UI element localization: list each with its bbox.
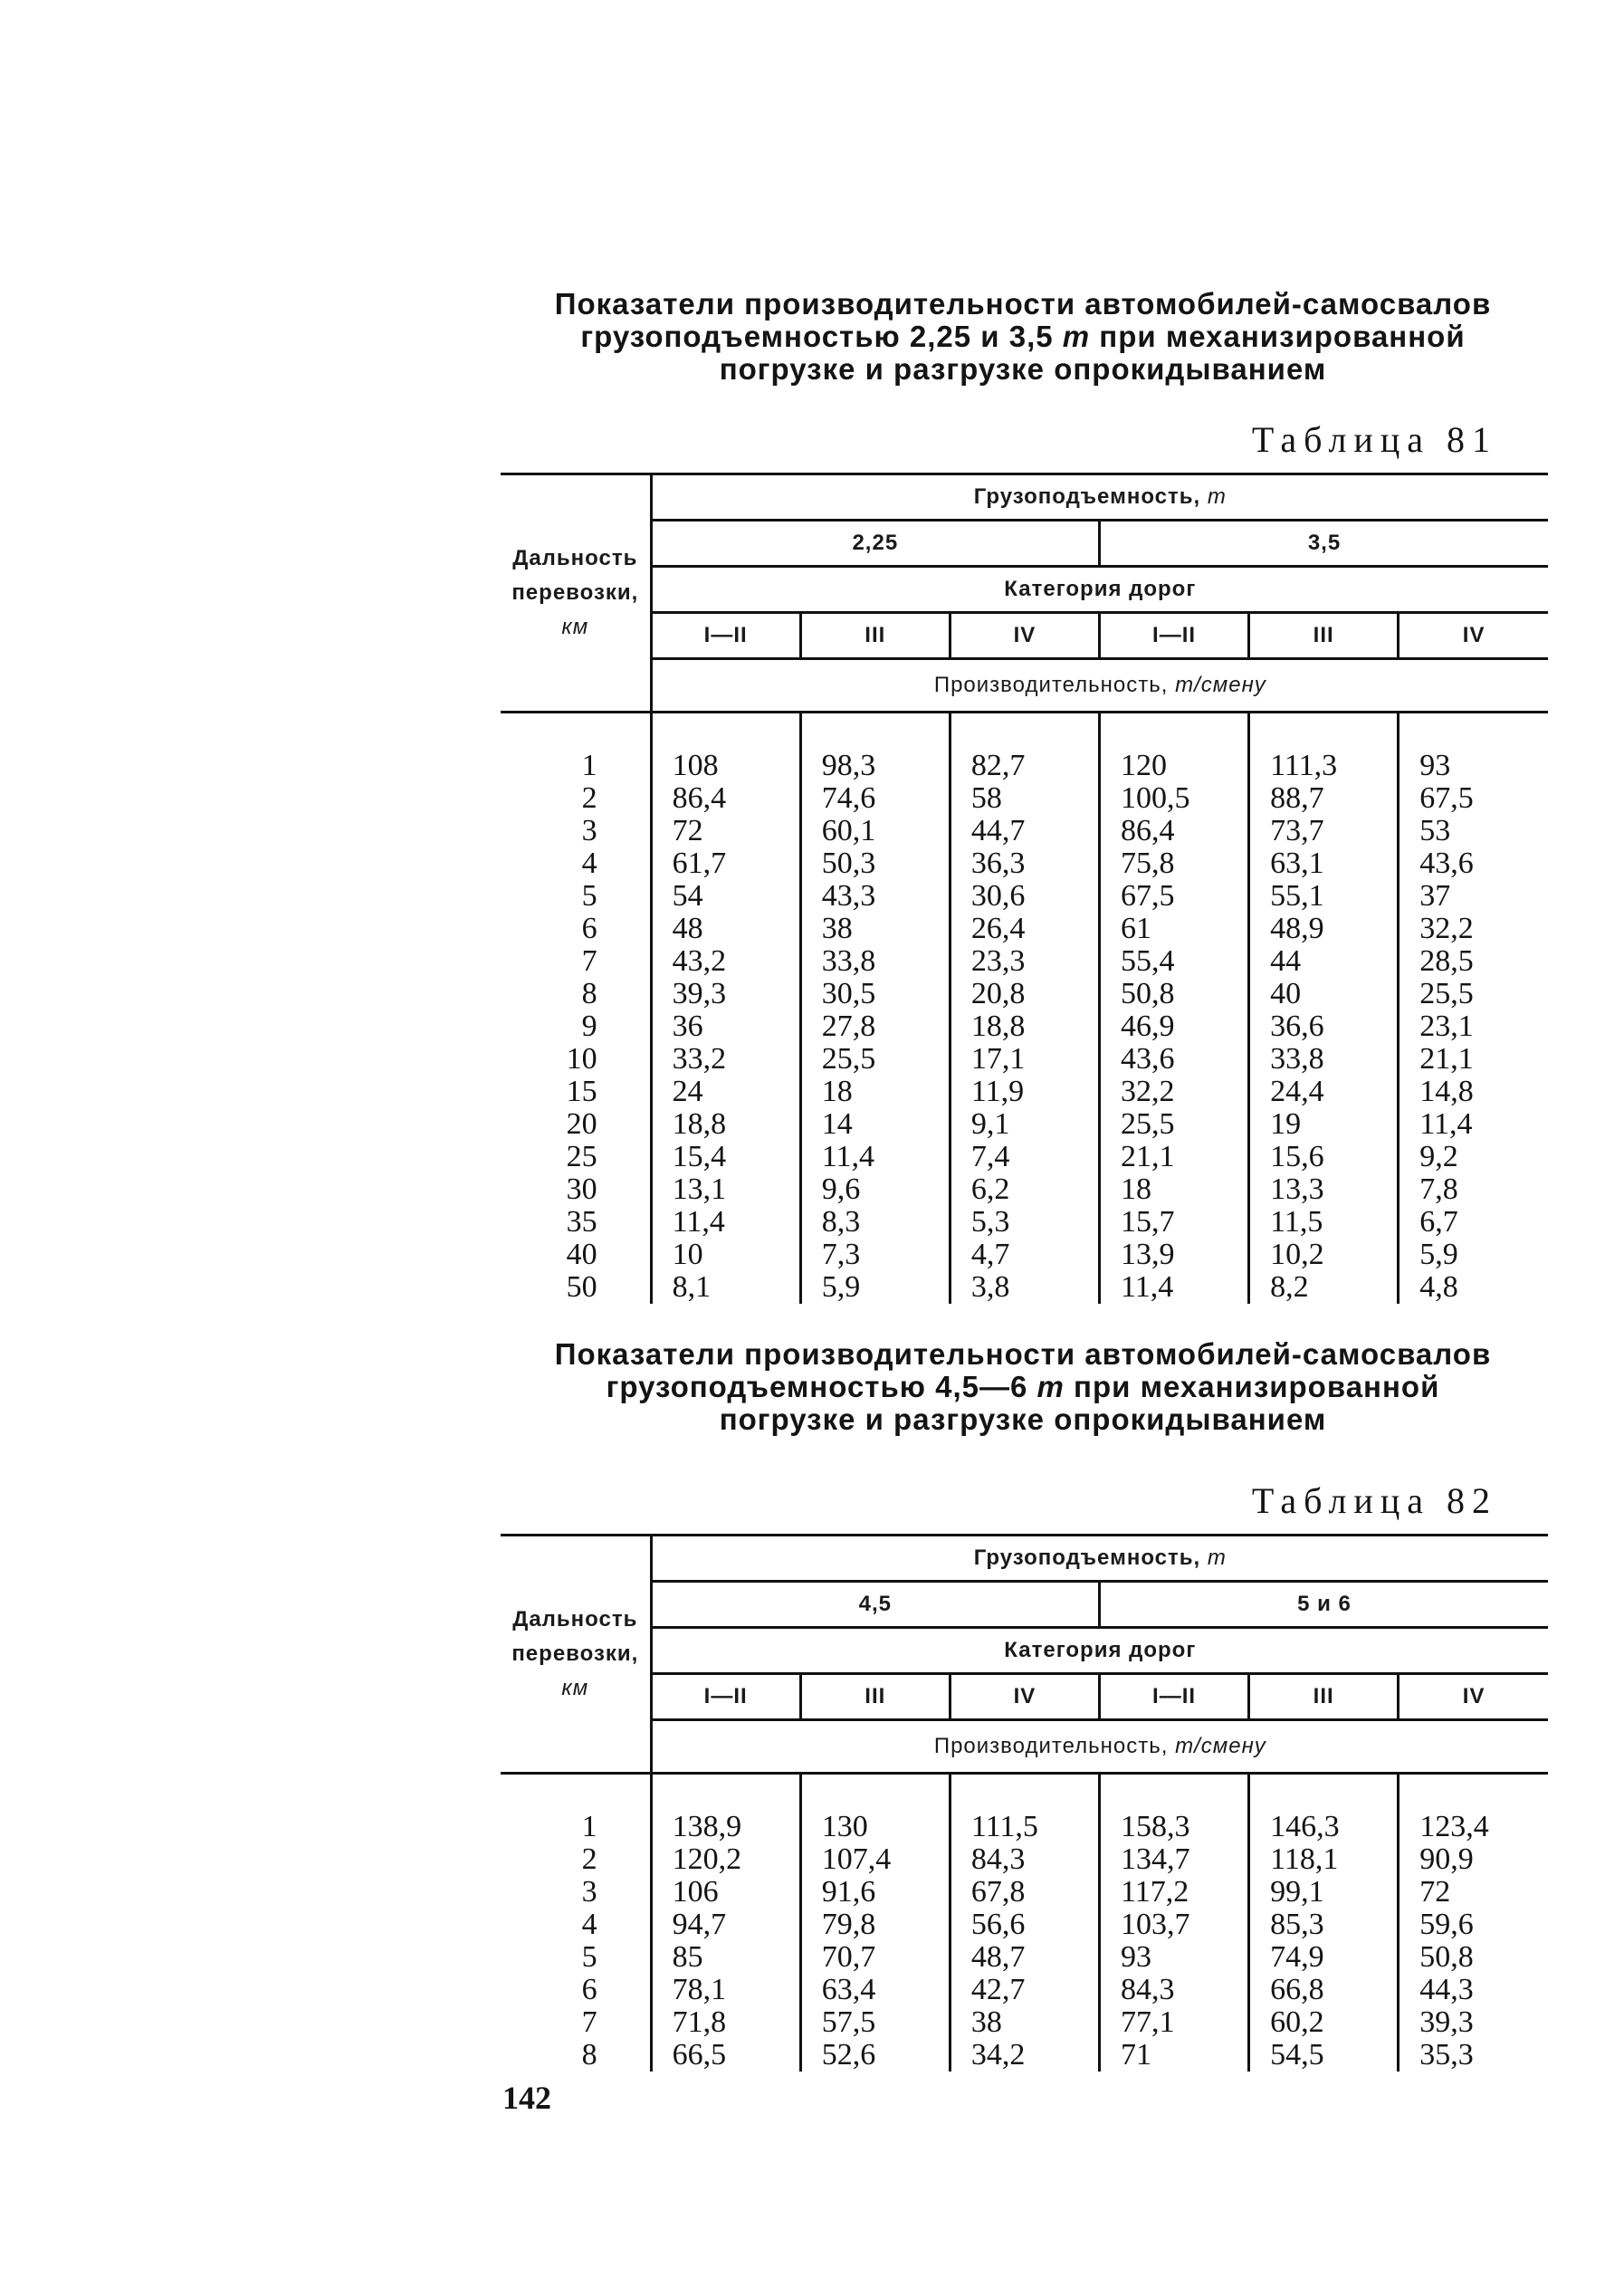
productivity-cell: 120,2 [651, 1843, 800, 1876]
distance-cell: 4 [581, 847, 597, 880]
productivity-cell: 72 [651, 815, 800, 847]
productivity-cell: 138,9 [651, 1774, 800, 1844]
distance-header-line: Дальность [512, 546, 638, 570]
caption-text: при механизированной [1074, 1370, 1440, 1403]
productivity-cell: 72 [1399, 1876, 1548, 1909]
table-81-caption [507, 288, 1539, 386]
productivity-cell: 82,7 [950, 713, 1099, 783]
productivity-cell: 34,2 [950, 2039, 1099, 2072]
distance-cell: 20 [566, 1107, 597, 1141]
table-row [501, 945, 1548, 978]
distance-cell: 25 [566, 1140, 597, 1173]
productivity-cell: 15,4 [651, 1141, 800, 1173]
road-category-5: III [1249, 613, 1399, 659]
distance-cell: 8 [581, 977, 597, 1010]
productivity-cell: 21,1 [1399, 1043, 1548, 1076]
productivity-cell: 36,6 [1249, 1010, 1399, 1043]
productivity-cell: 18,8 [950, 1010, 1099, 1043]
productivity-cell: 8,2 [1249, 1271, 1399, 1304]
distance-cell: 7 [581, 2005, 597, 2039]
caption-line [507, 1371, 1539, 1403]
productivity-cell: 39,3 [651, 978, 800, 1010]
table-row [501, 815, 1548, 847]
productivity-cell: 25,5 [1399, 978, 1548, 1010]
productivity-header [651, 1720, 1548, 1774]
productivity-cell: 94,7 [651, 1909, 800, 1941]
distance-cell: 1 [581, 749, 597, 782]
productivity-cell: 25,5 [800, 1043, 950, 1076]
table-82 [501, 1534, 1548, 2072]
table-row [501, 1141, 1548, 1173]
productivity-cell: 14 [800, 1108, 950, 1141]
productivity-cell: 38 [950, 2006, 1099, 2039]
distance-cell: 30 [566, 1172, 597, 1206]
distance-cell: 1 [581, 1810, 597, 1843]
productivity-cell: 103,7 [1100, 1909, 1249, 1941]
road-category-1: I—II [651, 1674, 800, 1720]
productivity-cell: 24 [651, 1076, 800, 1108]
productivity-cell: 11,4 [1399, 1108, 1548, 1141]
road-category-header: Категория дорог [651, 1628, 1548, 1674]
road-category-3: IV [950, 613, 1099, 659]
productivity-cell: 63,4 [800, 1974, 950, 2006]
table-row [501, 978, 1548, 1010]
productivity-cell: 70,7 [800, 1941, 950, 1974]
table-row [501, 1974, 1548, 2006]
capacity-group-a: 4,5 [651, 1582, 1099, 1628]
productivity-cell: 42,7 [950, 1974, 1099, 2006]
productivity-header-label: Производительность, [933, 673, 1169, 697]
productivity-cell: 67,8 [950, 1876, 1099, 1909]
distance-cell: 35 [566, 1205, 597, 1239]
productivity-cell: 158,3 [1100, 1774, 1249, 1844]
productivity-cell: 21,1 [1100, 1141, 1249, 1173]
table-row [501, 1108, 1548, 1141]
distance-cell: 7 [581, 944, 597, 978]
productivity-cell: 40 [1249, 978, 1399, 1010]
productivity-cell: 74,6 [800, 782, 950, 815]
productivity-cell: 14,8 [1399, 1076, 1548, 1108]
productivity-cell: 11,9 [950, 1076, 1099, 1108]
productivity-cell: 19 [1249, 1108, 1399, 1141]
productivity-cell: 36 [651, 1010, 800, 1043]
productivity-cell: 18 [1100, 1173, 1249, 1206]
caption-line [507, 321, 1539, 353]
productivity-cell: 4,7 [950, 1239, 1099, 1271]
caption-line: Показатели производительности автомобилей-самосвалов [554, 287, 1492, 321]
table-row [501, 713, 1548, 783]
productivity-cell: 11,4 [1100, 1271, 1249, 1304]
productivity-cell: 98,3 [800, 713, 950, 783]
table-81 [501, 473, 1548, 1304]
road-category-2: III [800, 613, 950, 659]
productivity-cell: 85,3 [1249, 1909, 1399, 1941]
productivity-cell: 52,6 [800, 2039, 950, 2072]
productivity-cell: 53 [1399, 815, 1548, 847]
productivity-cell: 30,5 [800, 978, 950, 1010]
productivity-header [651, 659, 1548, 713]
productivity-cell: 43,2 [651, 945, 800, 978]
road-category-4: I—II [1100, 1674, 1249, 1720]
productivity-cell: 5,9 [1399, 1239, 1548, 1271]
productivity-cell: 43,6 [1100, 1043, 1249, 1076]
distance-cell: 15 [566, 1075, 597, 1108]
distance-column-header [501, 474, 651, 713]
productivity-cell: 50,3 [800, 847, 950, 880]
road-category-3: IV [950, 1674, 1099, 1720]
productivity-cell: 79,8 [800, 1909, 950, 1941]
road-category-2: III [800, 1674, 950, 1720]
distance-cell: 3 [581, 814, 597, 847]
productivity-cell: 134,7 [1100, 1843, 1249, 1876]
productivity-cell: 6,2 [950, 1173, 1099, 1206]
caption-unit: т [1036, 1370, 1065, 1403]
productivity-cell: 108 [651, 713, 800, 783]
productivity-cell: 67,5 [1399, 782, 1548, 815]
productivity-cell: 20,8 [950, 978, 1099, 1010]
productivity-cell: 60,1 [800, 815, 950, 847]
table-row [501, 847, 1548, 880]
road-category-5: III [1249, 1674, 1399, 1720]
road-category-header: Категория дорог [651, 567, 1548, 613]
productivity-cell: 38 [800, 913, 950, 945]
productivity-cell: 46,9 [1100, 1010, 1249, 1043]
productivity-cell: 57,5 [800, 2006, 950, 2039]
productivity-cell: 30,6 [950, 880, 1099, 913]
productivity-cell: 5,9 [800, 1271, 950, 1304]
productivity-cell: 78,1 [651, 1974, 800, 2006]
productivity-cell: 55,4 [1100, 945, 1249, 978]
road-category-6: IV [1399, 1674, 1548, 1720]
productivity-cell: 107,4 [800, 1843, 950, 1876]
distance-cell: 2 [581, 1842, 597, 1876]
table-row [501, 1271, 1548, 1304]
capacity-header [651, 474, 1548, 521]
productivity-cell: 27,8 [800, 1010, 950, 1043]
productivity-cell: 146,3 [1249, 1774, 1399, 1844]
productivity-cell: 59,6 [1399, 1909, 1548, 1941]
productivity-cell: 48,7 [950, 1941, 1099, 1974]
distance-cell: 50 [566, 1270, 597, 1304]
productivity-cell: 84,3 [950, 1843, 1099, 1876]
productivity-cell: 10,2 [1249, 1239, 1399, 1271]
distance-cell: 8 [581, 2038, 597, 2072]
table-row [501, 1173, 1548, 1206]
productivity-cell: 15,7 [1100, 1206, 1249, 1239]
road-category-4: I—II [1100, 613, 1249, 659]
capacity-header-unit: т [1207, 484, 1227, 509]
productivity-cell: 93 [1399, 713, 1548, 783]
distance-header-line: перевозки, [511, 1641, 639, 1666]
productivity-cell: 54,5 [1249, 2039, 1399, 2072]
productivity-cell: 50,8 [1100, 978, 1249, 1010]
capacity-header-label: Грузоподъемность, [973, 1545, 1201, 1570]
distance-header-unit: км [561, 615, 589, 639]
productivity-cell: 11,4 [651, 1206, 800, 1239]
table-row [501, 1010, 1548, 1043]
distance-cell: 6 [581, 912, 597, 945]
table-row [501, 1876, 1548, 1909]
table-row [501, 2006, 1548, 2039]
table-row [501, 1941, 1548, 1974]
productivity-cell: 71,8 [651, 2006, 800, 2039]
productivity-cell: 48 [651, 913, 800, 945]
productivity-cell: 67,5 [1100, 880, 1249, 913]
productivity-cell: 50,8 [1399, 1941, 1548, 1974]
productivity-cell: 85 [651, 1941, 800, 1974]
distance-cell: 4 [581, 1908, 597, 1941]
productivity-cell: 28,5 [1399, 945, 1548, 978]
productivity-cell: 91,6 [800, 1876, 950, 1909]
caption-line: погрузке и разгрузке опрокидыванием [719, 1402, 1327, 1436]
table-row [501, 1909, 1548, 1941]
productivity-cell: 118,1 [1249, 1843, 1399, 1876]
table-row [501, 1043, 1548, 1076]
productivity-cell: 23,1 [1399, 1010, 1548, 1043]
productivity-cell: 9,1 [950, 1108, 1099, 1141]
productivity-cell: 37 [1399, 880, 1548, 913]
productivity-cell: 120 [1100, 713, 1249, 783]
productivity-cell: 90,9 [1399, 1843, 1548, 1876]
table-row [501, 2039, 1548, 2072]
distance-cell: 40 [566, 1238, 597, 1271]
productivity-cell: 43,3 [800, 880, 950, 913]
table-row [501, 1076, 1548, 1108]
productivity-cell: 17,1 [950, 1043, 1099, 1076]
productivity-cell: 23,3 [950, 945, 1099, 978]
distance-header-unit: км [561, 1676, 589, 1700]
capacity-header-unit: т [1207, 1545, 1227, 1570]
table-82-label: Таблица 82 [1251, 1480, 1497, 1521]
caption-unit: т [1062, 320, 1091, 353]
productivity-cell: 7,8 [1399, 1173, 1548, 1206]
capacity-group-b: 3,5 [1100, 521, 1549, 567]
productivity-cell: 43,6 [1399, 847, 1548, 880]
productivity-cell: 63,1 [1249, 847, 1399, 880]
distance-cell: 3 [581, 1875, 597, 1909]
distance-cell: 5 [581, 879, 597, 913]
productivity-header-unit: т/смену [1175, 1734, 1266, 1758]
productivity-cell: 86,4 [1100, 815, 1249, 847]
productivity-cell: 8,1 [651, 1271, 800, 1304]
productivity-cell: 44,3 [1399, 1974, 1548, 2006]
capacity-header [651, 1536, 1548, 1582]
productivity-cell: 26,4 [950, 913, 1099, 945]
capacity-header-label: Грузоподъемность, [973, 484, 1201, 509]
productivity-cell: 99,1 [1249, 1876, 1399, 1909]
productivity-cell: 44 [1249, 945, 1399, 978]
productivity-cell: 24,4 [1249, 1076, 1399, 1108]
productivity-cell: 8,3 [800, 1206, 950, 1239]
productivity-cell: 10 [651, 1239, 800, 1271]
distance-header-line: Дальность [512, 1607, 638, 1632]
productivity-cell: 60,2 [1249, 2006, 1399, 2039]
productivity-cell: 11,5 [1249, 1206, 1399, 1239]
distance-cell: 6 [581, 1973, 597, 2006]
productivity-cell: 56,6 [950, 1909, 1099, 1941]
distance-cell: 5 [581, 1940, 597, 1974]
productivity-cell: 88,7 [1249, 782, 1399, 815]
distance-column-header [501, 1536, 651, 1774]
productivity-cell: 106 [651, 1876, 800, 1909]
capacity-group-a: 2,25 [651, 521, 1099, 567]
productivity-cell: 9,2 [1399, 1141, 1548, 1173]
road-category-1: I—II [651, 613, 800, 659]
productivity-cell: 5,3 [950, 1206, 1099, 1239]
productivity-cell: 61,7 [651, 847, 800, 880]
capacity-group-b: 5 и 6 [1100, 1582, 1549, 1628]
productivity-cell: 32,2 [1100, 1076, 1249, 1108]
productivity-cell: 54 [651, 880, 800, 913]
productivity-cell: 84,3 [1100, 1974, 1249, 2006]
productivity-cell: 13,1 [651, 1173, 800, 1206]
productivity-cell: 117,2 [1100, 1876, 1249, 1909]
productivity-cell: 111,5 [950, 1774, 1099, 1844]
productivity-cell: 6,7 [1399, 1206, 1548, 1239]
distance-cell: 2 [581, 781, 597, 815]
table-row [501, 1774, 1548, 1844]
table-81-label: Таблица 81 [1251, 419, 1497, 460]
productivity-cell: 74,9 [1249, 1941, 1399, 1974]
productivity-cell: 66,5 [651, 2039, 800, 2072]
productivity-cell: 4,8 [1399, 1271, 1548, 1304]
productivity-cell: 48,9 [1249, 913, 1399, 945]
productivity-cell: 33,8 [800, 945, 950, 978]
productivity-cell: 75,8 [1100, 847, 1249, 880]
productivity-cell: 13,9 [1100, 1239, 1249, 1271]
productivity-cell: 71 [1100, 2039, 1249, 2072]
table-82-caption [507, 1338, 1539, 1436]
productivity-cell: 44,7 [950, 815, 1099, 847]
table-row [501, 782, 1548, 815]
caption-text: грузоподъемностью 2,25 и 3,5 [580, 320, 1054, 353]
table-row [501, 1206, 1548, 1239]
productivity-cell: 7,4 [950, 1141, 1099, 1173]
productivity-cell: 25,5 [1100, 1108, 1249, 1141]
productivity-cell: 35,3 [1399, 2039, 1548, 2072]
caption-text: грузоподъемностью 4,5—6 [606, 1370, 1028, 1403]
productivity-header-label: Производительность, [933, 1734, 1169, 1758]
productivity-cell: 13,3 [1249, 1173, 1399, 1206]
productivity-cell: 15,6 [1249, 1141, 1399, 1173]
productivity-cell: 66,8 [1249, 1974, 1399, 2006]
distance-cell: 9 [581, 1010, 597, 1043]
productivity-cell: 7,3 [800, 1239, 950, 1271]
productivity-cell: 33,2 [651, 1043, 800, 1076]
productivity-header-unit: т/смену [1175, 673, 1266, 697]
productivity-cell: 123,4 [1399, 1774, 1548, 1844]
productivity-cell: 58 [950, 782, 1099, 815]
caption-line: погрузке и разгрузке опрокидыванием [719, 352, 1327, 386]
productivity-cell: 77,1 [1100, 2006, 1249, 2039]
productivity-cell: 3,8 [950, 1271, 1099, 1304]
caption-text: при механизированной [1099, 320, 1466, 353]
productivity-cell: 111,3 [1249, 713, 1399, 783]
productivity-cell: 32,2 [1399, 913, 1548, 945]
table-row [501, 913, 1548, 945]
productivity-cell: 18,8 [651, 1108, 800, 1141]
distance-header-line: перевозки, [511, 580, 639, 605]
productivity-cell: 55,1 [1249, 880, 1399, 913]
table-row [501, 880, 1548, 913]
productivity-cell: 130 [800, 1774, 950, 1844]
productivity-cell: 9,6 [800, 1173, 950, 1206]
distance-cell: 10 [566, 1042, 597, 1076]
productivity-cell: 33,8 [1249, 1043, 1399, 1076]
productivity-cell: 36,3 [950, 847, 1099, 880]
productivity-cell: 18 [800, 1076, 950, 1108]
road-category-6: IV [1399, 613, 1548, 659]
table-row [501, 1843, 1548, 1876]
productivity-cell: 11,4 [800, 1141, 950, 1173]
table-row [501, 1239, 1548, 1271]
productivity-cell: 86,4 [651, 782, 800, 815]
caption-line: Показатели производительности автомобилей-самосвалов [554, 1337, 1492, 1371]
productivity-cell: 93 [1100, 1941, 1249, 1974]
page-number: 142 [502, 2080, 551, 2116]
productivity-cell: 73,7 [1249, 815, 1399, 847]
productivity-cell: 39,3 [1399, 2006, 1548, 2039]
productivity-cell: 61 [1100, 913, 1249, 945]
productivity-cell: 100,5 [1100, 782, 1249, 815]
